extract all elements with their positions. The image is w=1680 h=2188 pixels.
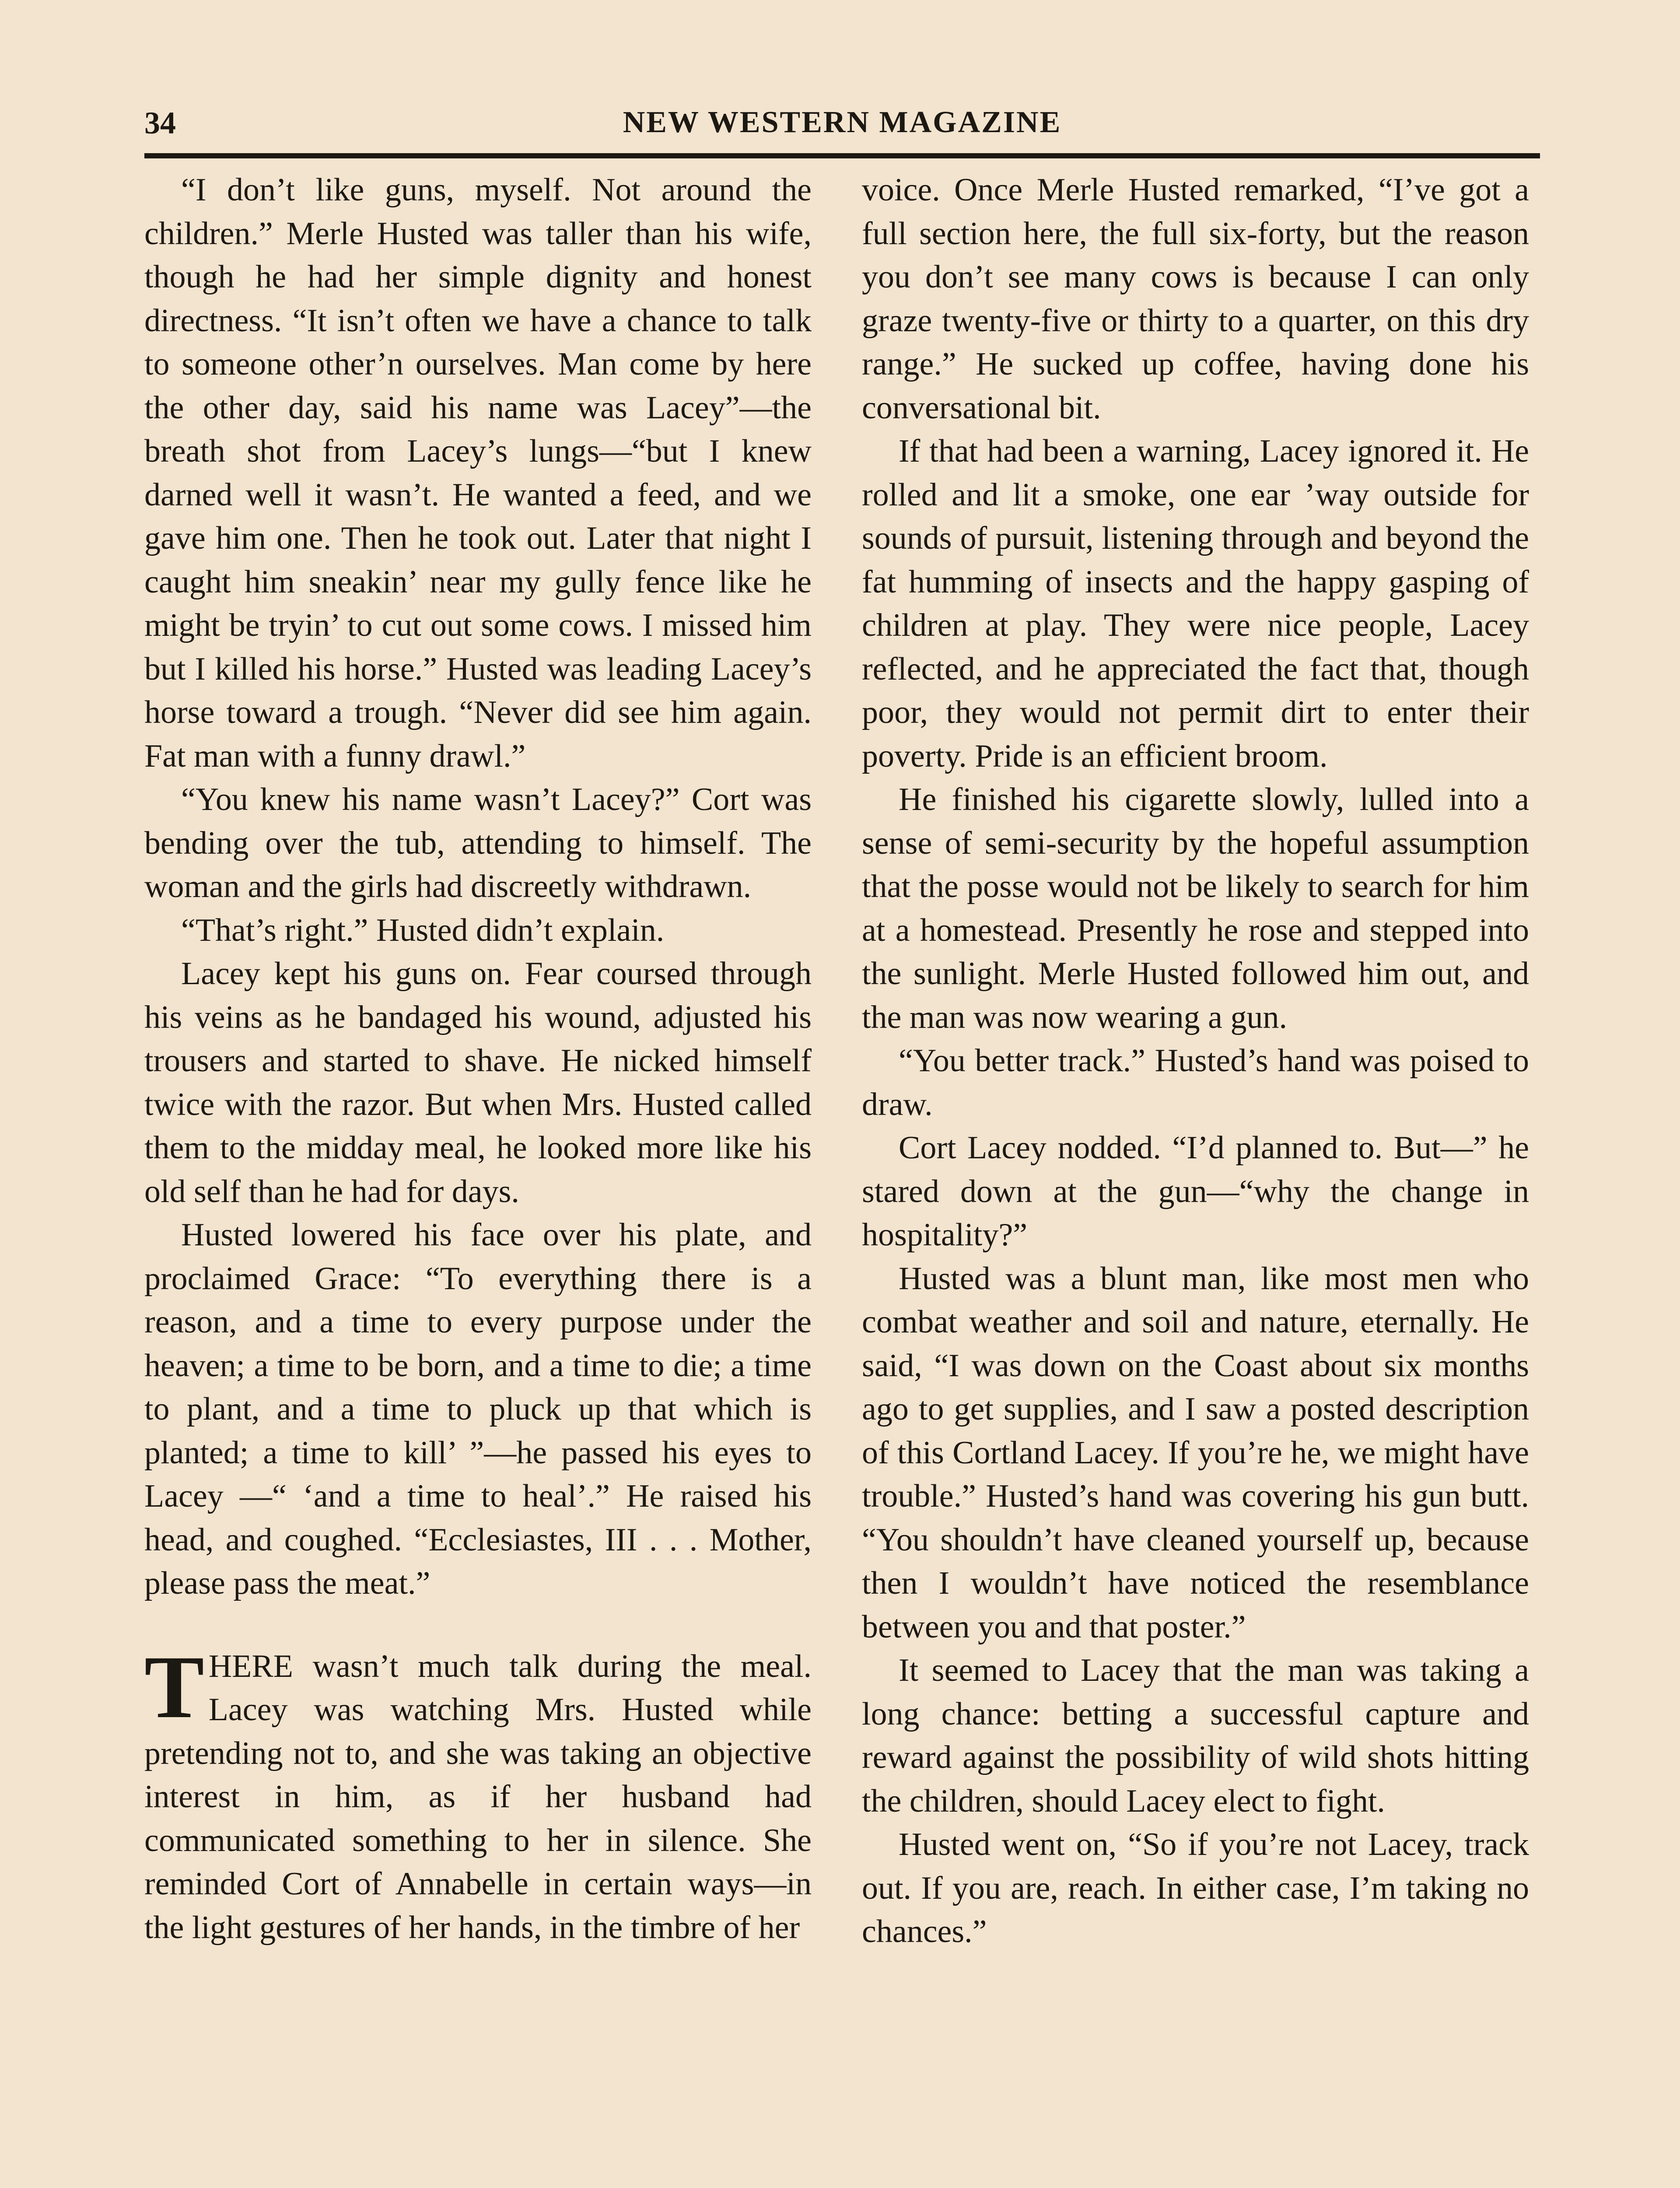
paragraph: Husted went on, “So if you’re not Lacey, track out. If you are, reach. In either case, I’m taking no chances.” [862, 1827, 1529, 1950]
paragraph: “That’s right.” Husted didn’t explain. [181, 912, 665, 948]
paragraph: Cort Lacey nodded. “I’d planned to. But—” he stared down at the gun—“why the change in hospitality?” [862, 1130, 1529, 1253]
paragraph: Husted was a blunt man, like most men who combat weather and soil and nature, eternally. He said, “I was down on the Coast about six months ago to get supplies, and I saw a posted description of this Cortland Lacey. If you’re he, we might have trouble.” Husted’s hand was covering his gun butt. “You shouldn’t have cleaned yourself up, because then I wouldn’t have noticed the resemblance between you and that poster.” [862, 1260, 1529, 1645]
paragraph: Lacey kept his guns on. Fear coursed through his veins as he bandaged his wound, adjusted his trousers and started to shave. He nicked himself twice with the razor. But when Mrs. Husted called them to the midday meal, he looked more like his old self than he had for days. [144, 956, 812, 1210]
paragraph: voice. Once Merle Husted remarked, “I’ve got a full section here, the full six-forty, but the reason you don’t see many cows is because I can only graze twenty-five or thirty to a quarter, on this dry range.” He sucked up coffee, having done his conversational bit. [862, 172, 1529, 426]
page-number: 34 [144, 105, 176, 140]
page-header [144, 105, 1540, 153]
paragraph: “You knew his name wasn’t Lacey?” Cort was bending over the tub, attending to himself. The woman and the girls had discreetly withdrawn. [144, 782, 812, 905]
magazine-title: NEW WESTERN MAGAZINE [623, 105, 1062, 139]
paragraph: “I don’t like guns, myself. Not around the children.” Merle Husted was taller than his wife, though he had her simple dignity and honest directness. “It isn’t often we have a chance to talk to someone other’n ourselves. Man come by here the other day, said his name was Lacey”—the breath shot from Lacey’s lungs—“but I knew darned well it wasn’t. He wanted a feed, and we gave him one. Then he took out. Later that night I caught him sneakin’ near my gully fence like he might be tryin’ to cut out some cows. I missed him but I killed his horse.” Husted was leading Lacey’s horse toward a trough. “Never did see him again. Fat man with a funny drawl.” [144, 172, 812, 774]
paragraph: It seemed to Lacey that the man was taking a long chance: betting a successful capture and reward against the possibility of wild shots hitting the children, should Lacey elect to fight. [862, 1652, 1529, 1819]
paragraph: If that had been a warning, Lacey ignored it. He rolled and lit a smoke, one ear ’way outside for sounds of pursuit, listening through and beyond the fat humming of insects and the happy gasping of children at play. They were nice people, Lacey reflected, and he appreciated the fact that, though poor, they would not permit dirt to enter their poverty. Pride is an efficient broom. [862, 433, 1529, 774]
text-column-left [144, 168, 812, 2188]
paragraph: He finished his cigarette slowly, lulled into a sense of semi-security by the hopeful assumption that the posse would not be likely to search for him at a homestead. Presently he rose and stepped into the sunlight. Merle Husted followed him out, and the man was now wearing a gun. [862, 782, 1529, 1035]
paragraph: Husted lowered his face over his plate, and proclaimed Grace: “To everything there is a reason, and a time to every purpose under the heaven; a time to be born, and a time to die; a time to plant, and a time to pluck up that which is planted; a time to kill’ ”—he passed his eyes to Lacey —“ ‘and a time to heal’.” He raised his head, and coughed. “Ecclesiastes, III . . . Mother, please pass the meat.” [144, 1217, 812, 1601]
paragraph-text: HERE wasn’t much talk during the meal. Lacey was watching Mrs. Husted while pretending not to, and she was taking an objective interest in him, as if her husband had communicated something to her in silence. She reminded Cort of Annabelle in certain ways—in the light gestures of her hands, in the timbre of her [144, 1648, 812, 1946]
drop-cap: T [144, 1637, 204, 1737]
header-rule [144, 153, 1540, 158]
section-opening-paragraph [144, 1637, 812, 1950]
paragraph: “You better track.” Husted’s hand was poised to draw. [862, 1043, 1529, 1122]
text-column-right [862, 168, 1529, 2188]
